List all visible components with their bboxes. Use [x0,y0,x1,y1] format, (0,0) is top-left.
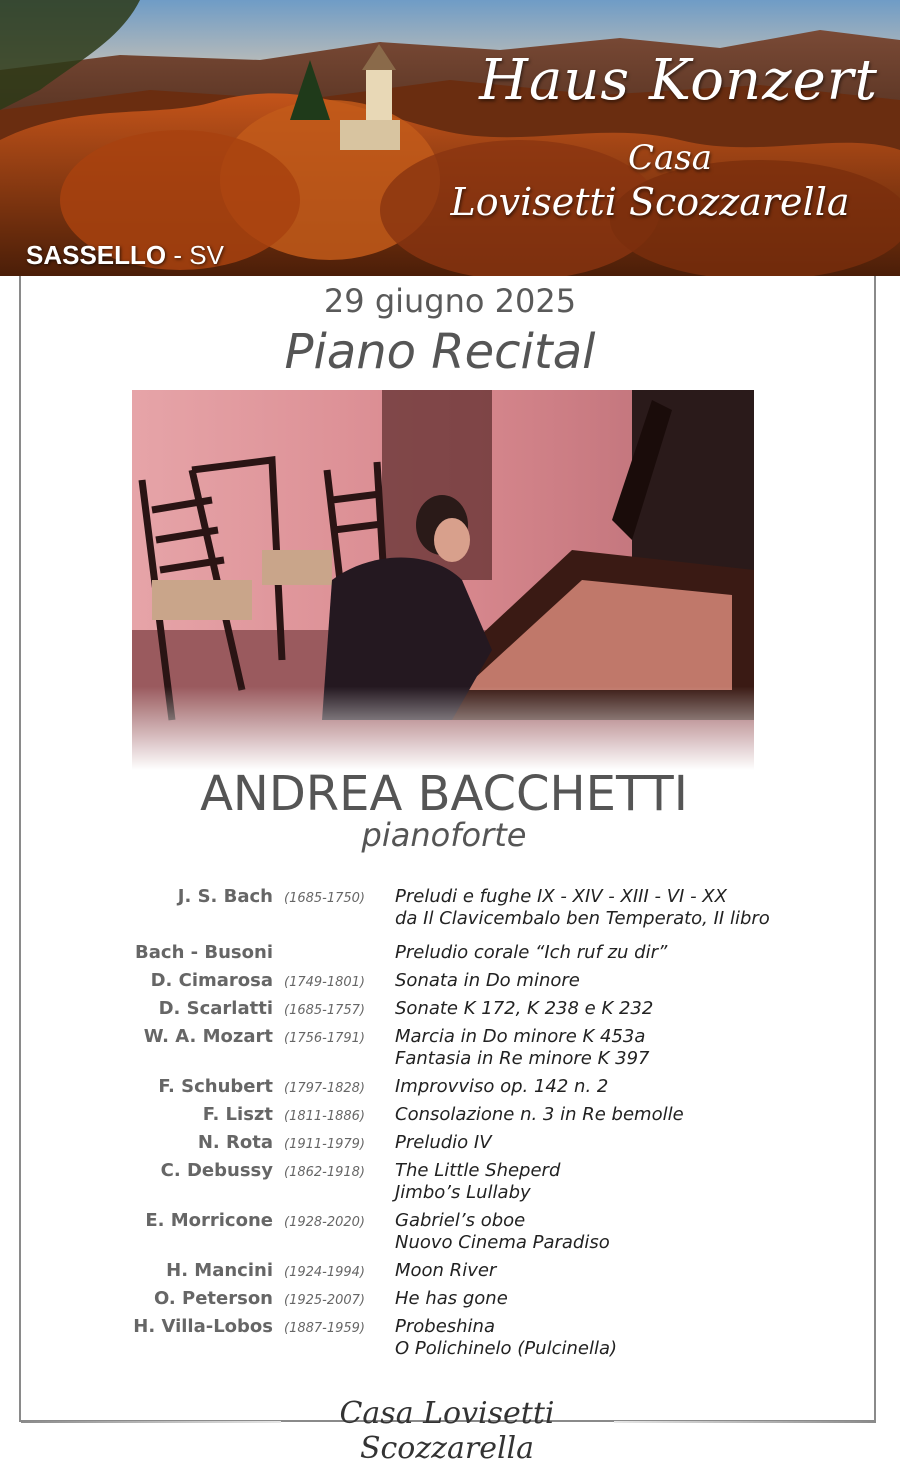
work-title: Nuovo Cinema Paradiso [395,1232,610,1253]
work-title: Improvviso op. 142 n. 2 [395,1076,609,1097]
banner-venue-line2: Lovisetti Scozzarella [450,180,850,224]
composer-years: (1685-1750) [284,891,366,906]
footer-divider-right [614,1421,876,1423]
location-label [26,240,224,271]
event-date: 29 giugno 2025 [323,282,577,320]
works-list [395,1076,608,1098]
work-title: Fantasia in Re minore K 397 [395,1048,650,1069]
work-title: The Little Sheperd [395,1160,561,1181]
works-list [395,970,580,992]
program-list [0,886,900,1366]
work-title: Probeshina [395,1316,495,1337]
program-item [0,1076,900,1104]
work-title: Moon River [395,1260,497,1281]
composer-name: D. Scarlatti [158,998,273,1019]
header-banner [0,0,900,276]
program-item [0,1132,900,1160]
work-title: Marcia in Do minore K 453a [395,1026,646,1047]
work-title: Gabriel’s oboe [395,1210,526,1231]
works-list [395,1104,684,1126]
work-title: Preludi e fughe IX - XIV - XIII - VI - XX [395,886,727,907]
program-item [0,1104,900,1132]
performer-name: ANDREA BACCHETTI [200,766,688,822]
work-title: Sonate K 172, K 238 e K 232 [395,998,654,1019]
performer-instrument: pianoforte [361,816,527,854]
works-list [395,1316,617,1360]
composer-name: D. Cimarosa [150,970,273,991]
location-province: SV [189,240,224,270]
program-item [0,998,900,1026]
works-list [395,1260,496,1282]
composer-name: W. A. Mozart [143,1026,273,1047]
banner-title: Haus Konzert [479,48,878,113]
composer-years: (1756-1791) [284,1031,366,1046]
program-item [0,942,900,970]
composer-name: J. S. Bach [177,886,273,907]
composer-name: C. Debussy [160,1160,273,1181]
composer-name: O. Peterson [154,1288,273,1309]
pianist-at-piano-image [132,390,754,770]
program-item [0,1316,900,1366]
pianist-photo [132,390,754,770]
program-item [0,1026,900,1076]
banner-venue-line1: Casa [627,138,712,178]
work-title: Preludio IV [395,1132,492,1153]
composer-years: (1862-1918) [284,1165,366,1180]
composer-name: H. Mancini [166,1260,273,1281]
location-separator: - [166,240,190,270]
composer-years: (1924-1994) [284,1265,366,1280]
program-item [0,1160,900,1210]
composer-years: (1797-1828) [284,1081,366,1096]
event-title: Piano Recital [284,324,596,380]
composer-name: F. Schubert [158,1076,273,1097]
work-title: Sonata in Do minore [395,970,580,991]
composer-years: (1925-2007) [284,1293,366,1308]
composer-name: E. Morricone [145,1210,273,1231]
works-list [395,886,770,930]
composer-name: Bach - Busoni [135,942,273,963]
works-list [395,998,653,1020]
composer-years: (1887-1959) [284,1321,366,1336]
work-title: Consolazione n. 3 in Re bemolle [395,1104,684,1125]
works-list [395,1160,560,1204]
location-town: SASSELLO [26,240,167,270]
work-title: Preludio corale “Ich ruf zu dir” [395,942,668,963]
work-title: Jimbo’s Lullaby [395,1182,531,1203]
composer-years: (1911-1979) [284,1137,366,1152]
footer-signature: Casa Lovisetti Scozzarella [339,1396,555,1466]
composer-name: H. Villa-Lobos [133,1316,273,1337]
composer-years: (1928-2020) [284,1215,366,1230]
works-list [395,1210,610,1254]
works-list [395,1026,649,1070]
work-title: O Polichinelo (Pulcinella) [395,1338,618,1359]
program-item [0,1210,900,1260]
work-title: da Il Clavicembalo ben Temperato, II libro [395,908,770,929]
autumn-landscape-image [0,0,900,276]
composer-years: (1685-1757) [284,1003,366,1018]
works-list [395,1288,508,1310]
work-title: He has gone [395,1288,508,1309]
composer-name: N. Rota [197,1132,273,1153]
composer-years: (1811-1886) [284,1109,366,1124]
program-item [0,886,900,936]
program-item [0,970,900,998]
works-list [395,942,667,964]
composer-years: (1749-1801) [284,975,366,990]
program-item [0,1260,900,1288]
footer-divider-left [21,1421,281,1423]
program-item [0,1288,900,1316]
composer-name: F. Liszt [202,1104,273,1125]
works-list [395,1132,492,1154]
